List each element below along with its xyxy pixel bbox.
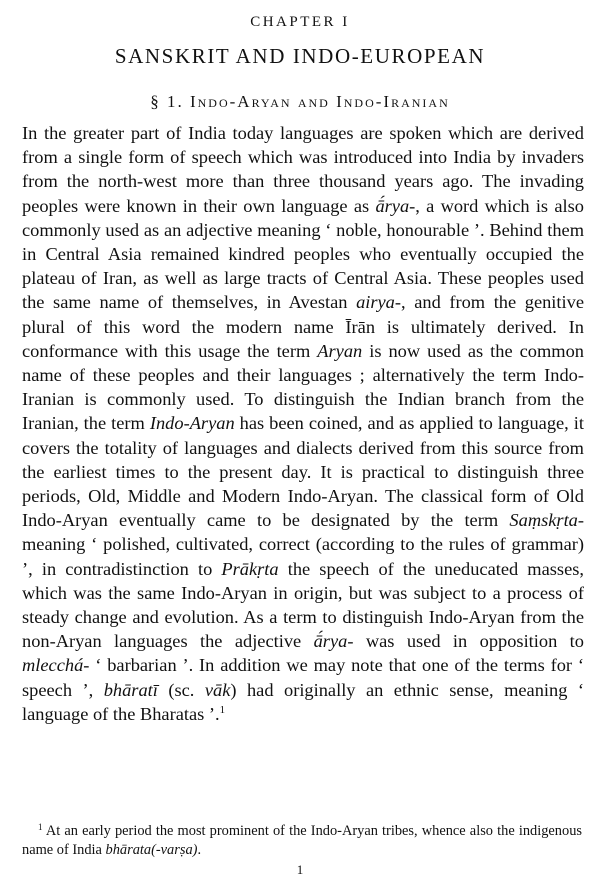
text-run: (sc.: [157, 679, 205, 700]
italic-term: Prākṛta: [221, 558, 279, 579]
footnote-text: At an early period the most prominent of the Indo-Aryan tribes, whence also the indigenous name of India: [22, 823, 582, 858]
text-run: ‘ barbarian ’. In addition we may note that one of the terms for ‘ speech ’,: [22, 655, 584, 700]
italic-term: Indo-Aryan: [149, 413, 235, 434]
text-run: was used in opposition to: [353, 631, 584, 652]
footnote-text-end: .: [197, 842, 202, 858]
italic-term: bhāratī: [103, 679, 158, 700]
italic-term: airya-: [356, 292, 402, 313]
body-paragraph: [22, 121, 584, 726]
text-run: In the greater part of India today languages are spoken which are derived from a single form of speech which was introduced into India by invaders from the north-west more than three thousand years ago. The invading peoples were known in their own language as: [22, 123, 584, 216]
chapter-label: CHAPTER I: [250, 14, 350, 30]
italic-term: Aryan: [317, 340, 363, 361]
italic-term: ā́rya-: [375, 195, 416, 216]
text-run: the speech of the uneducated masses, which was the same Indo-Aryan in origin, but was subject to a process of steady change and evolution. As a term to distinguish Indo-Aryan from the non-Aryan languages the adjective: [22, 558, 585, 652]
page-number: 1: [296, 862, 304, 877]
footnote-reference[interactable]: 1: [219, 703, 226, 716]
italic-term: mlecchá-: [22, 655, 90, 676]
italic-term: ā́rya-: [313, 631, 354, 652]
text-run: ) had originally an ethnic sense, meaning ‘ language of the Bharatas ’.: [22, 679, 585, 724]
text-run: has been coined, and as applied to language, it covers the totality of languages and dialects derived from this source from the earliest times to the present day. It is practical to distinguish three periods, Old, Middle and Modern Indo-Aryan. The classical form of Old Indo-Aryan eventually came to be designated by the term: [22, 413, 585, 531]
footnote: [22, 822, 582, 860]
section-heading: § 1. Indo-Aryan and Indo-Iranian: [150, 92, 450, 111]
italic-term: Saṃskṛta-: [509, 510, 584, 531]
italic-term: bhārata(-varṣa): [105, 842, 198, 858]
text-run: meaning ‘ polished, cultivated, correct (according to the rules of grammar) ’, in contradistinction to: [22, 534, 584, 579]
text-run: is now used as the common name of these peoples and their languages ; alternatively the term Indo-Iranian is commonly used. To distinguish the Indian branch from the Iranian, the term: [22, 340, 584, 434]
chapter-title: SANSKRIT AND INDO-EUROPEAN: [114, 44, 486, 68]
text-run: , and from the genitive plural of this word the modern name Īrān is ultimately derived. In conformance with this usage the term: [22, 292, 584, 361]
text-run: , a word which is also commonly used as an adjective meaning ‘ noble, honourable ’. Behind them in Central Asia remained kindred peoples who eventually occupied the plateau of Iran, as well as large tracts of Central Asia. These peoples used the same name of themselves, in Avestan: [22, 195, 584, 313]
footnote-marker: 1: [38, 822, 43, 832]
italic-term: vāk: [204, 679, 231, 700]
